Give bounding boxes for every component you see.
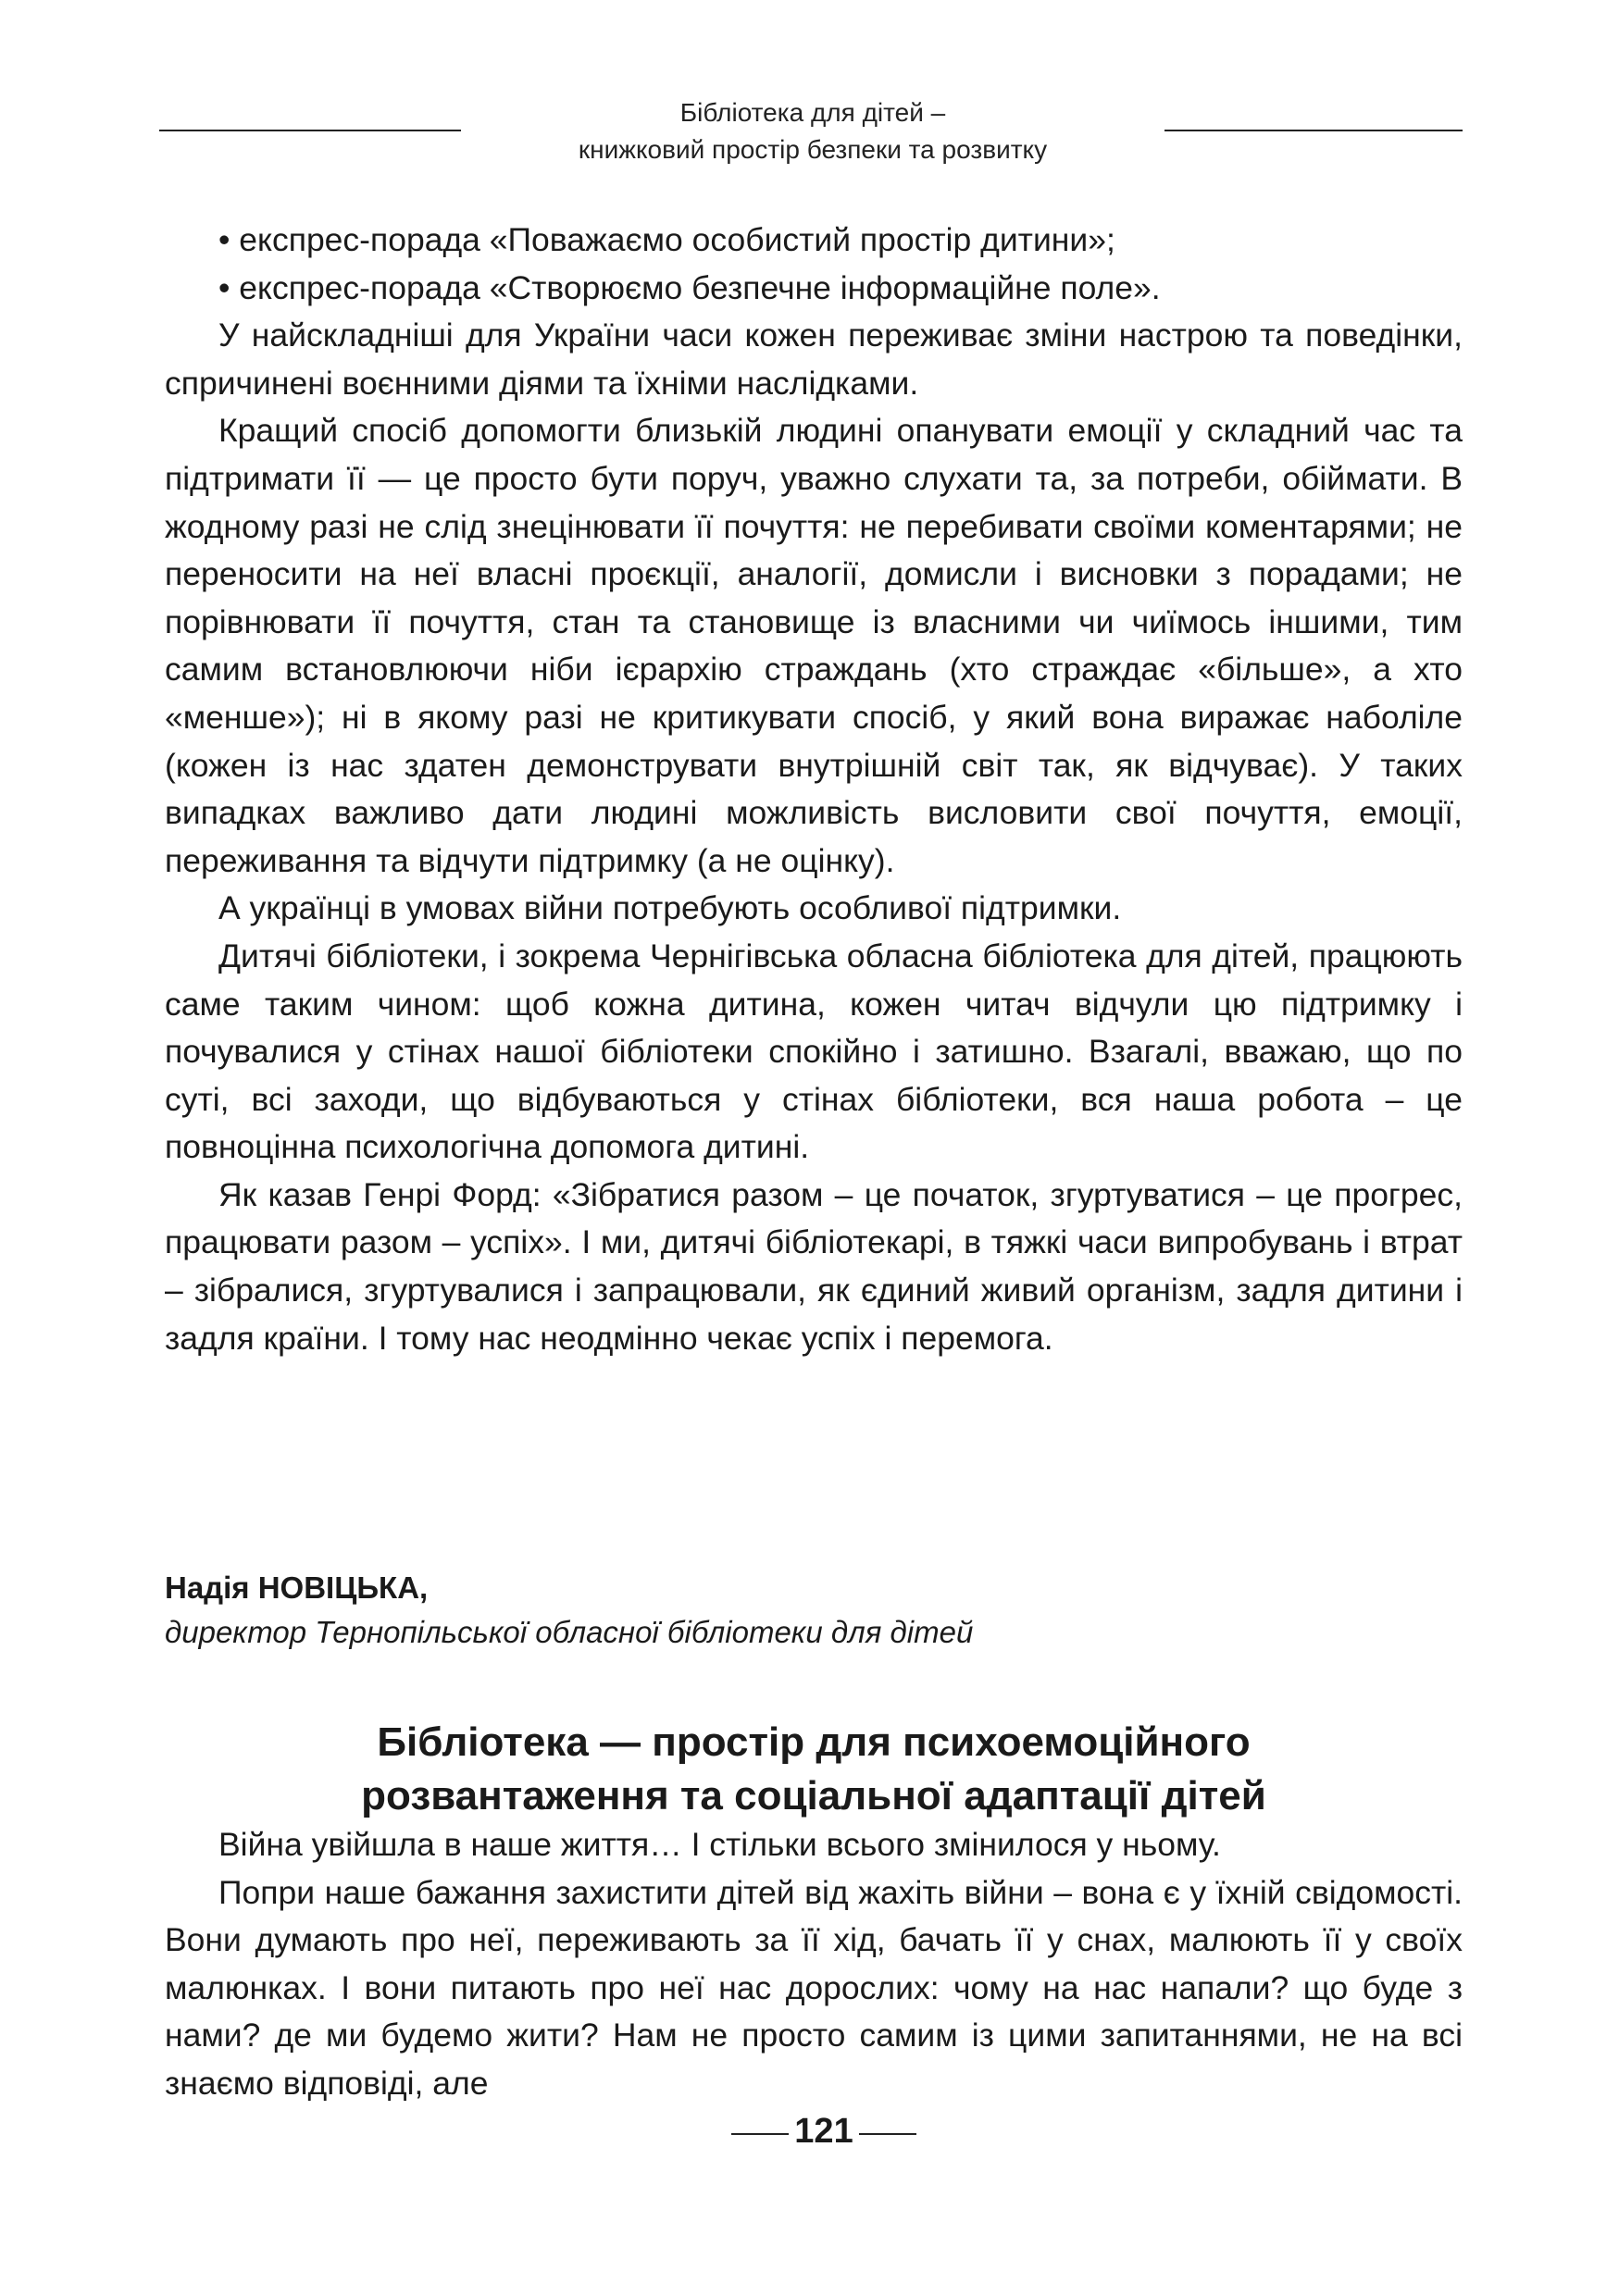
article-title: [165, 1716, 1463, 1823]
article-title-line-1: Бібліотека — простір для психоемоційного: [377, 1719, 1251, 1765]
author-name: Надія НОВІЦЬКА,: [165, 1570, 429, 1605]
article-body: [165, 1821, 1463, 2108]
paragraph: У найскладніші для України часи кожен переживає зміни настрою та поведінки, спричинені воєнними діями та їхніми наслідками.: [165, 316, 1463, 402]
paragraph: Дитячі бібліотеки, і зокрема Чернігівська обласна бібліотека для дітей, працюють саме таким чином: щоб кожна дитина, кожен читач відчули цю підтримку і почувалися у стінах нашої бібліотеки спокійно і затишно. Взагалі, вважаю, що по суті, всі заходи, що відбуваються у стінах бібліотеки, вся наша робота – це повноцінна психологічна допомога дитині.: [165, 937, 1463, 1166]
footer-rule-left: [731, 2133, 789, 2135]
paragraph: Попри наше бажання захистити дітей від жахіть війни – вона є у їхній свідомості. Вони думають про неї, переживають за її хід, бачать її у снах, малюють її у своїх малюнках. І вони питають про неї нас дорослих: чому на нас напали? що буде з нами? де ми будемо жити? Нам не просто самим із цими запитаннями, не на всі знаємо відповіді, але: [165, 1873, 1463, 2102]
header-rule-right: [1164, 130, 1463, 131]
header-title: [463, 94, 1163, 168]
paragraph: Кращий спосіб допомогти близькій людині опанувати емоції у складний час та підтримати її — це просто бути поруч, уважно слухати та, за потреби, обіймати. В жодному разі не слід знецінювати її почуття: не перебивати своїми коментарями; не переносити на неї власні проєкції, аналогії, домисли і висновки з порадами; не порівнювати її почуття, стан та становище із власними чи чиїмось іншими, тим самим встановлюючи ніби ієрархію страждань (хто страждає «більше», а хто «менше»); ні в якому разі не критикувати спосіб, у який вона виражає наболіле (кожен із нас здатен демонструвати внутрішній світ так, як відчуває). У таких випадках важливо дати людині можливість висловити свої почуття, емоції, переживання та відчути підтримку (а не оцінку).: [165, 412, 1463, 879]
page-footer: [0, 2108, 1619, 2154]
paragraph: Як казав Генрі Форд: «Зібратися разом – це початок, згуртуватися – це прогрес, працювати разом – успіх». І ми, дитячі бібліотекарі, в тяжкі часи випробувань і втрат – зібралися, згуртувалися і запрацювали, як єдиний живий організм, задля дитини і задля країни. І тому нас неодмінно чекає успіх і перемога.: [165, 1175, 1463, 1357]
header-line-2: книжковий простір безпеки та розвитку: [578, 135, 1048, 164]
article-title-line-2: розвантаження та соціальної адаптації дітей: [361, 1773, 1266, 1818]
running-header: [0, 89, 1619, 172]
article-continuation: [165, 217, 1463, 1362]
author-role: директор Тернопільської обласної бібліотеки для дітей: [165, 1615, 974, 1649]
bullet-item: • експрес-порада «Поважаємо особистий простір дитини»;: [218, 221, 1115, 258]
paragraph: А українці в умовах війни потребують особливої підтримки.: [218, 889, 1122, 927]
header-rule-left: [159, 130, 461, 131]
footer-rule-right: [859, 2133, 916, 2135]
header-line-1: Бібліотека для дітей –: [679, 98, 946, 127]
paragraph: Війна увійшла в наше життя… І стільки всього змінилося у ньому.: [218, 1826, 1221, 1863]
page-number: 121: [794, 2112, 853, 2151]
author-block: [165, 1566, 1463, 1655]
bullet-item: • експрес-порада «Створюємо безпечне інформаційне поле».: [218, 268, 1161, 306]
